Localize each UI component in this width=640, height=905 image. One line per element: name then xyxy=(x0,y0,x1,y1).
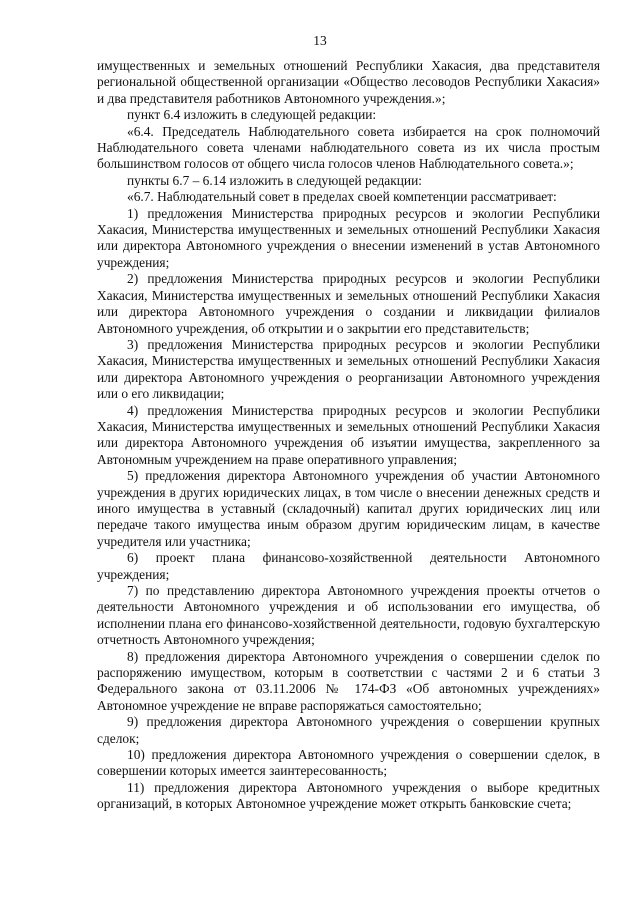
paragraph-clause-6-7: «6.7. Наблюдательный совет в пределах своей компетенции рассматривает: xyxy=(127,189,557,205)
list-item-7: 7) по представлению директора Автономного учреждения проекты отчетов о деятельности Автономного учреждения и об использовании его имущества, об исполнении плана его финансово-хозяйственной деятельности, годовую бухгалтерскую отчетность Автономного учреждения; xyxy=(97,583,600,648)
list-item-10: 10) предложения директора Автономного учреждения о совершении сделок, в совершении которых имеется заинтересованность; xyxy=(97,747,600,779)
list-item-8: 8) предложения директора Автономного учреждения о совершении сделок по распоряжению имуществом, которым в соответствии с частями 2 и 6 статьи 3 Федерального закона от 03.11.2006 № 174-ФЗ «Об автономных учреждениях» Автономное учреждение не вправе распоряжаться самостоятельно; xyxy=(97,648,600,713)
paragraph-continuation: имущественных и земельных отношений Республики Хакасия, два представителя региональной общественной организации «Общество лесоводов Республики Хакасия» и два представителя работников Автономного учреждения.»; xyxy=(97,58,600,106)
page-number: 13 xyxy=(313,33,327,48)
list-item-11: 11) предложения директора Автономного учреждения о выборе кредитных организаций, в которых Автономное учреждение может открыть банковские счета; xyxy=(97,779,600,812)
paragraph-amend-6-4-intro: пункт 6.4 изложить в следующей редакции: xyxy=(127,107,377,123)
list-item-9: 9) предложения директора Автономного учреждения о совершении крупных сделок; xyxy=(97,714,600,746)
paragraph-clause-6-4: «6.4. Председатель Наблюдательного совета избирается на срок полномочий Наблюдательного совета членами наблюдательного совета из их числа простым большинством голосов от общего числа голосов членов Наблюдательного совета.»; xyxy=(97,123,600,172)
list-item-3: 3) предложения Министерства природных ресурсов и экологии Республики Хакасия, Министерства имущественных и земельных отношений Республики Хакасия или директора Автономного учреждения о реорганизации Автономного учреждения или о его ликвидации; xyxy=(97,336,600,402)
document-body xyxy=(97,58,600,813)
list-item-5: 5) предложения директора Автономного учреждения об участии Автономного учреждения в других юридических лицах, в том числе о внесении денежных средств и иного имущества в уставный (складочный) капитал других юридических лиц или передаче такого имущества иным образом другим юридическим лицам, в качестве учредителя или участника; xyxy=(97,468,600,549)
list-item-1: 1) предложения Министерства природных ресурсов и экологии Республики Хакасия, Министерства имущественных и земельных отношений Республики Хакасия или директора Автономного учреждения о внесении изменений в устав Автономного учреждения; xyxy=(97,205,600,270)
list-item-4: 4) предложения Министерства природных ресурсов и экологии Республики Хакасия, Министерства имущественных и земельных отношений Республики Хакасия или директора Автономного учреждения об изъятии имущества, закрепленного за Автономным учреждением на праве оперативного управления; xyxy=(97,402,600,467)
list-item-2: 2) предложения Министерства природных ресурсов и экологии Республики Хакасия, Министерства имущественных и земельных отношений Республики Хакасия или директора Автономного учреждения о создании и ликвидации филиалов Автономного учреждения, об открытии и о закрытии его представительств; xyxy=(97,271,600,336)
list-item-6: 6) проект плана финансово-хозяйственной деятельности Автономного учреждения; xyxy=(97,550,600,582)
paragraph-amend-6-7-intro: пункты 6.7 – 6.14 изложить в следующей редакции: xyxy=(127,172,422,188)
